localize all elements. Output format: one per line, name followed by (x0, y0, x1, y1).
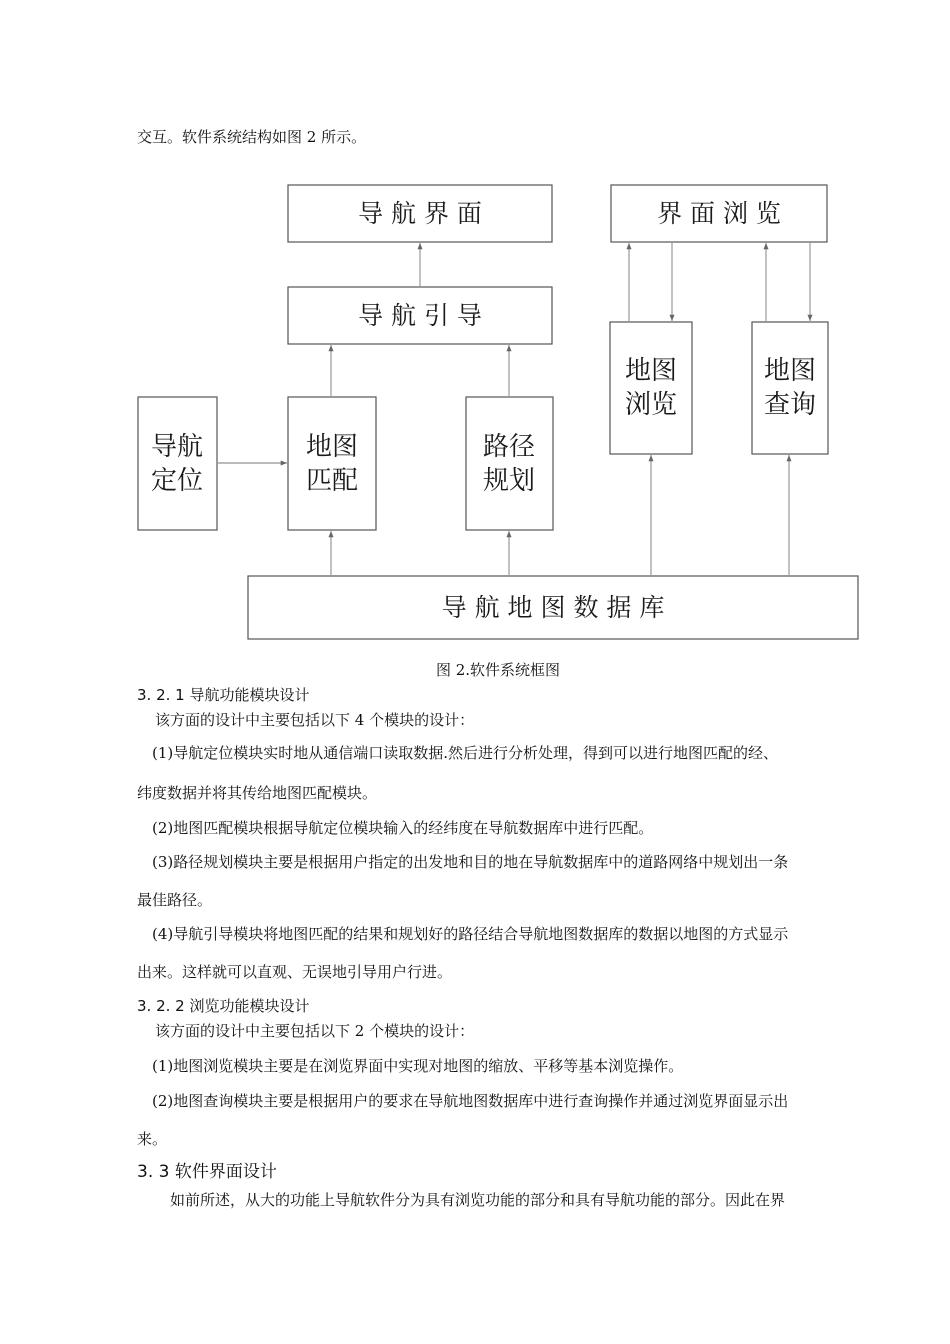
section-322-item1: (1)地图浏览模块主要是在浏览界面中实现对地图的缩放、平移等基本浏览操作。 (152, 1057, 684, 1075)
box-nav-ui (288, 185, 552, 242)
figure-caption: 图 2.软件系统框图 (435, 661, 561, 679)
section-321-item3-line1: (3)路径规划模块主要是根据用户指定的出发地和目的地在导航数据库中的道路网络中规划出一条 (152, 853, 789, 871)
box-map-browse-line2: 浏览 (624, 390, 678, 420)
box-map-match (288, 397, 376, 530)
box-browse-ui-label: 界 面 浏 览 (657, 199, 781, 228)
section-321-intro: 该方面的设计中主要包括以下 4 个模块的设计： (155, 711, 475, 729)
box-route-plan-line2: 规划 (482, 466, 536, 496)
section-33-heading: 3. 3 软件界面设计 (137, 1162, 277, 1182)
section-322-item2-line2: 来。 (137, 1130, 168, 1148)
section-33-para-line1: 如前所述，从大的功能上导航软件分为具有浏览功能的部分和具有导航功能的部分。因此在界 (170, 1191, 786, 1209)
section-321-item1-line2: 纬度数据并将其传给地图匹配模块。 (137, 784, 378, 802)
section-321-item2: (2)地图匹配模块根据导航定位模块输入的经纬度在导航数据库中进行匹配。 (152, 819, 654, 837)
section-321-item3-line2: 最佳路径。 (137, 891, 213, 909)
box-nav-db (248, 576, 858, 639)
box-nav-db-label: 导 航 地 图 数 据 库 (441, 593, 665, 622)
box-nav-ui-label: 导 航 界 面 (358, 199, 482, 228)
box-map-query-line1: 地图 (763, 356, 817, 386)
box-map-match-line1: 地图 (305, 432, 359, 462)
intro-line: 交互。软件系统结构如图 2 所示。 (137, 128, 367, 146)
section-321-item4-line2: 出来。这样就可以直观、无误地引导用户行进。 (137, 963, 453, 981)
box-route-plan (466, 397, 553, 530)
box-map-browse (610, 322, 692, 454)
box-nav-guide (288, 287, 552, 344)
box-map-query (752, 322, 828, 454)
section-321-heading: 3. 2. 1 导航功能模块设计 (137, 686, 310, 704)
section-321-item1-line1: (1)导航定位模块实时地从通信端口读取数据.然后进行分析处理，得到可以进行地图匹配的经、 (152, 744, 779, 762)
section-322-heading: 3. 2. 2 浏览功能模块设计 (137, 997, 310, 1015)
section-321-item4-line1: (4)导航引导模块将地图匹配的结果和规划好的路径结合导航地图数据库的数据以地图的方式显示 (152, 925, 789, 943)
box-nav-guide-label: 导 航 引 导 (358, 301, 482, 330)
section-322-intro: 该方面的设计中主要包括以下 2 个模块的设计： (155, 1022, 475, 1040)
box-map-query-line2: 查询 (763, 390, 817, 420)
box-route-plan-line1: 路径 (482, 432, 536, 462)
box-map-match-line2: 匹配 (305, 466, 359, 496)
box-nav-locate-line1: 导航 (150, 432, 204, 462)
box-nav-locate-line2: 定位 (150, 466, 204, 496)
box-browse-ui (611, 185, 827, 242)
box-nav-locate (138, 397, 217, 530)
box-map-browse-line1: 地图 (624, 356, 678, 386)
section-322-item2-line1: (2)地图查询模块主要是根据用户的要求在导航地图数据库中进行查询操作并通过浏览界面显示出 (152, 1092, 789, 1110)
